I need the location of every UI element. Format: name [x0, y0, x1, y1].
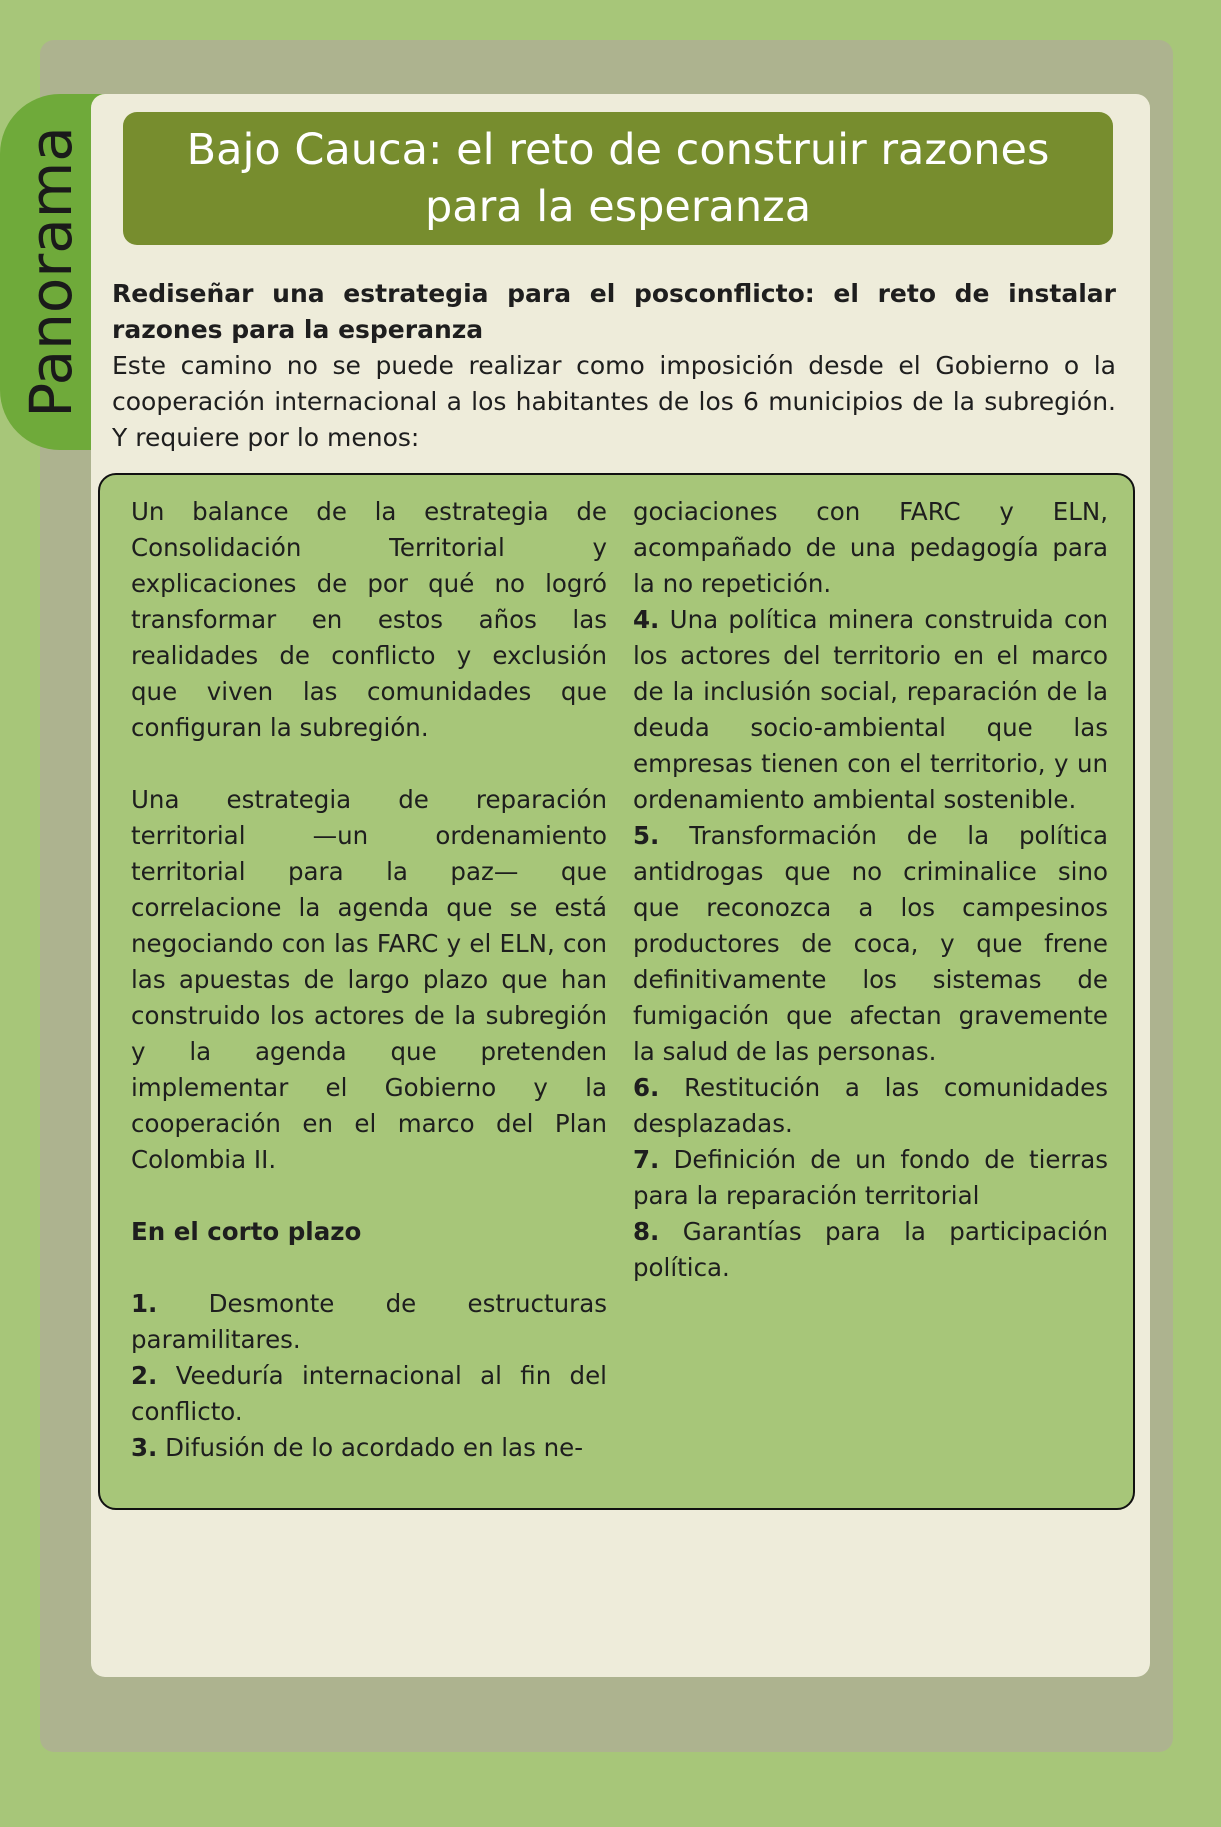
page-title: Bajo Cauca: el reto de construir razones para la esperanza — [123, 112, 1113, 245]
intro-heading: Rediseñar una estrategia para el posconflicto: el reto de instalar razones para la esperanza — [112, 279, 1116, 344]
item-text: Transformación de la política antidrogas que no criminalice sino que reconozca a los campesinos productores de coca, y que frene definitivamente los sistemas de fumigación que afectan gravemente la salud de las personas. — [633, 821, 1108, 1066]
left-paragraph-1: Un balance de la estrategia de Consolidación Territorial y explicaciones de por qué no logró transformar en estos años las realidades de conflicto y exclusión que viven las comunidades que configuran la subregión. — [131, 497, 607, 742]
short-term-heading: En el corto plazo — [131, 1217, 362, 1246]
list-item — [633, 1214, 1108, 1286]
left-paragraph-2: Una estrategia de reparación territorial —un ordenamiento territorial para la paz— que correlacione la agenda que se está negociando con las FARC y el ELN, con las apuestas de largo plazo que han construido los actores de la subregión y la agenda que pretenden implementar el Gobierno y la cooperación en el marco del Plan Colombia II. — [131, 785, 607, 1174]
item-number: 7. — [633, 1145, 660, 1174]
item-text: Garantías para la participación política. — [633, 1217, 1108, 1282]
list-item-continuation: gociaciones con FARC y ELN, acompañado de una pedagogía para la no repetición. — [633, 497, 1108, 598]
item-text: Desmonte de estructuras paramilitares. — [131, 1289, 607, 1354]
right-column — [633, 494, 1108, 1286]
item-text: Veeduría internacional al fin del conflicto. — [131, 1361, 607, 1426]
item-number: 1. — [131, 1289, 158, 1318]
item-number: 3. — [131, 1433, 158, 1462]
item-text: Restitución a las comunidades desplazadas. — [633, 1073, 1108, 1138]
item-text: Definición de un fondo de tierras para la reparación territorial — [633, 1145, 1108, 1210]
list-item — [131, 1430, 607, 1466]
list-item — [633, 818, 1108, 1070]
intro-section — [112, 276, 1116, 456]
list-item — [633, 1070, 1108, 1142]
item-text: Una política minera construida con los actores del territorio en el marco de la inclusión social, reparación de la deuda socio-ambiental que las empresas tienen con el territorio, y un ordenamiento ambiental sostenible. — [633, 605, 1108, 814]
list-item — [131, 1286, 607, 1358]
list-item — [633, 1142, 1108, 1214]
intro-paragraph: Este camino no se puede realizar como imposición desde el Gobierno o la cooperación internacional a los habitantes de los 6 municipios de la subregión. Y requiere por lo menos: — [112, 351, 1116, 452]
list-item — [633, 602, 1108, 818]
section-tab-label-wrap — [6, 94, 96, 450]
left-column — [131, 494, 607, 1466]
section-tab-label: Panorama — [17, 126, 85, 418]
item-number: 5. — [633, 821, 660, 850]
item-number: 8. — [633, 1217, 660, 1246]
item-text: Difusión de lo acordado en las ne- — [165, 1433, 584, 1462]
item-number: 6. — [633, 1073, 660, 1102]
list-item — [131, 1358, 607, 1430]
item-number: 2. — [131, 1361, 158, 1390]
item-number: 4. — [633, 605, 660, 634]
